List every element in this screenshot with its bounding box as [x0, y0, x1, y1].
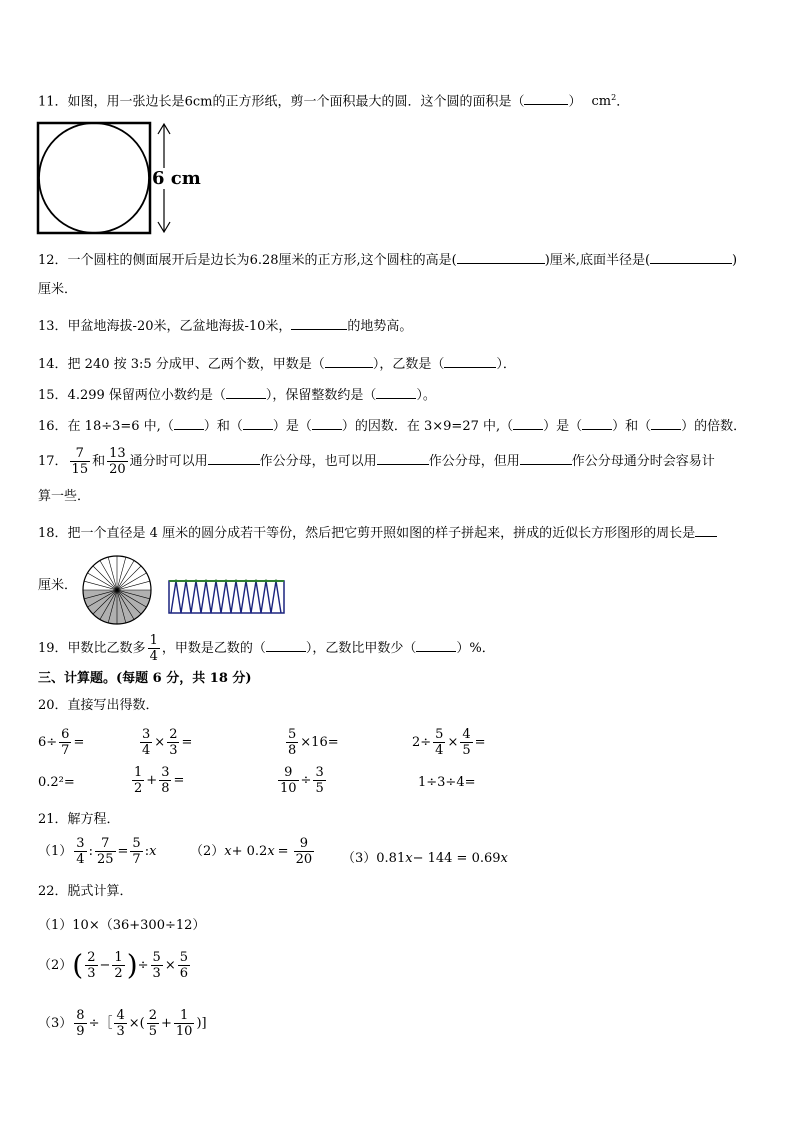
q11-line: 11．如图，用一张边长是6cm的正方形纸，剪一个面积最大的圆．这个圆的面积是（ ） $cm^2$． — [38, 93, 630, 110]
approx-rectangle-figure — [168, 578, 286, 616]
answer-blank[interactable] — [582, 416, 612, 430]
dimension-label: 6 cm — [152, 168, 201, 189]
q20-r1c3: $\frac{5}{8}$ ×16= — [288, 727, 339, 758]
answer-blank[interactable] — [291, 316, 347, 330]
q20-r2c3: $\frac{9}{10}$ ÷ $\frac{3}{5}$ — [280, 765, 324, 796]
answer-blank[interactable] — [325, 354, 373, 368]
answer-blank[interactable] — [377, 451, 429, 465]
fraction: $\frac{13}{20}$ — [109, 446, 126, 477]
q21-eq1: （1） $\frac{3}{4}$ : $\frac{7}{25}$ = $\frac{5}{7}$ :x — [38, 836, 157, 867]
q20-title: 20．直接写出得数． — [38, 698, 159, 713]
answer-blank[interactable] — [695, 523, 717, 537]
q22-p3: （3） $\frac{8}{9}$ ÷［ $\frac{4}{3}$ ×( $\frac{2}{5}$ + $\frac{1}{10}$ )] — [38, 1008, 207, 1039]
answer-blank[interactable] — [444, 354, 496, 368]
answer-blank[interactable] — [457, 250, 545, 264]
answer-blank[interactable] — [376, 385, 416, 399]
q18-line2: 厘米． — [38, 578, 78, 593]
q12-line2: 厘米． — [38, 282, 78, 297]
fraction: $\frac{7}{15}$ — [71, 446, 89, 477]
answer-blank[interactable] — [416, 638, 456, 652]
q19-line: 19．甲数比乙数多 $\frac{1}{4}$ ，甲数是乙数的（ ），乙数比甲数少（ ）%． — [38, 633, 495, 664]
q21-eq3: （3）0.81x− 144 = 0.69x — [342, 851, 508, 866]
q20-r2c4: 1÷3÷4= — [418, 775, 476, 790]
answer-blank[interactable] — [312, 416, 342, 430]
q21-eq2: （2）x+ 0.2x = $\frac{9}{20}$ — [190, 836, 313, 867]
answer-blank[interactable] — [208, 451, 260, 465]
answer-blank[interactable] — [226, 385, 266, 399]
q20-r2c2: $\frac{1}{2}$ + $\frac{3}{8}$ = — [134, 765, 185, 796]
answer-blank[interactable] — [513, 416, 543, 430]
q14-line: 14．把 240 按 3:5 分成甲、乙两个数，甲数是（ ），乙数是（ ）． — [38, 354, 516, 374]
q17-line2: 算一些． — [38, 489, 91, 504]
answer-blank[interactable] — [520, 451, 572, 465]
q20-r1c2: $\frac{3}{4}$ × $\frac{2}{3}$ = — [142, 727, 193, 758]
answer-blank[interactable] — [524, 91, 568, 105]
fraction: $\frac{1}{4}$ — [149, 633, 158, 664]
q20-r2c1: 0.2²= — [38, 775, 75, 790]
q13-line: 13．甲盆地海拔-20米，乙盆地海拔-10米， 的地势高。 — [38, 316, 412, 336]
q21-title: 21．解方程． — [38, 812, 120, 827]
q17-line: 17． $\frac{7}{15}$ 和 $\frac{13}{20}$ 通分时可以用 作公分母，也可以用 作公分母，但用 作公分母通分时会容易计 — [38, 446, 715, 477]
circle-sectors-figure — [80, 553, 154, 627]
inscribed-circle — [39, 123, 149, 233]
q18-line: 18．把一个直径是 4 厘米的圆分成若干等份，然后把它剪开照如图的样子拼起来，拼成的近似长方形图形的周长是 — [38, 523, 717, 543]
q12-line: 12．一个圆柱的侧面展开后是边长为6.28厘米的正方形,这个圆柱的高是( )厘米,底面半径是( ) — [38, 250, 737, 270]
answer-blank[interactable] — [174, 416, 204, 430]
answer-blank[interactable] — [651, 416, 681, 430]
answer-blank[interactable] — [266, 638, 306, 652]
q22-title: 22．脱式计算． — [38, 884, 133, 899]
answer-blank[interactable] — [243, 416, 273, 430]
q20-r1c1: 6÷ $\frac{6}{7}$ = — [38, 727, 85, 758]
q22-p2: （2）( $\frac{2}{3}$ − $\frac{1}{2}$ )÷ $\frac{5}{3}$ × $\frac{5}{6}$ — [38, 948, 188, 982]
section-heading: 三、计算题。(每题 6 分，共 18 分) — [38, 671, 252, 686]
q22-p1: （1）10×（36+300÷12） — [38, 918, 206, 933]
q16-line: 16．在 18÷3=6 中,（ ）和（ ）是（ ）的因数．在 3×9=27 中,（ ）是（ ）和（ ）的倍数． — [38, 416, 746, 436]
q15-line: 15．4.299 保留两位小数约是（ ），保留整数约是（ ）。 — [38, 385, 436, 405]
answer-blank[interactable] — [650, 250, 732, 264]
q20-r1c4: 2÷ $\frac{5}{4}$ × $\frac{4}{5}$ = — [412, 727, 486, 758]
